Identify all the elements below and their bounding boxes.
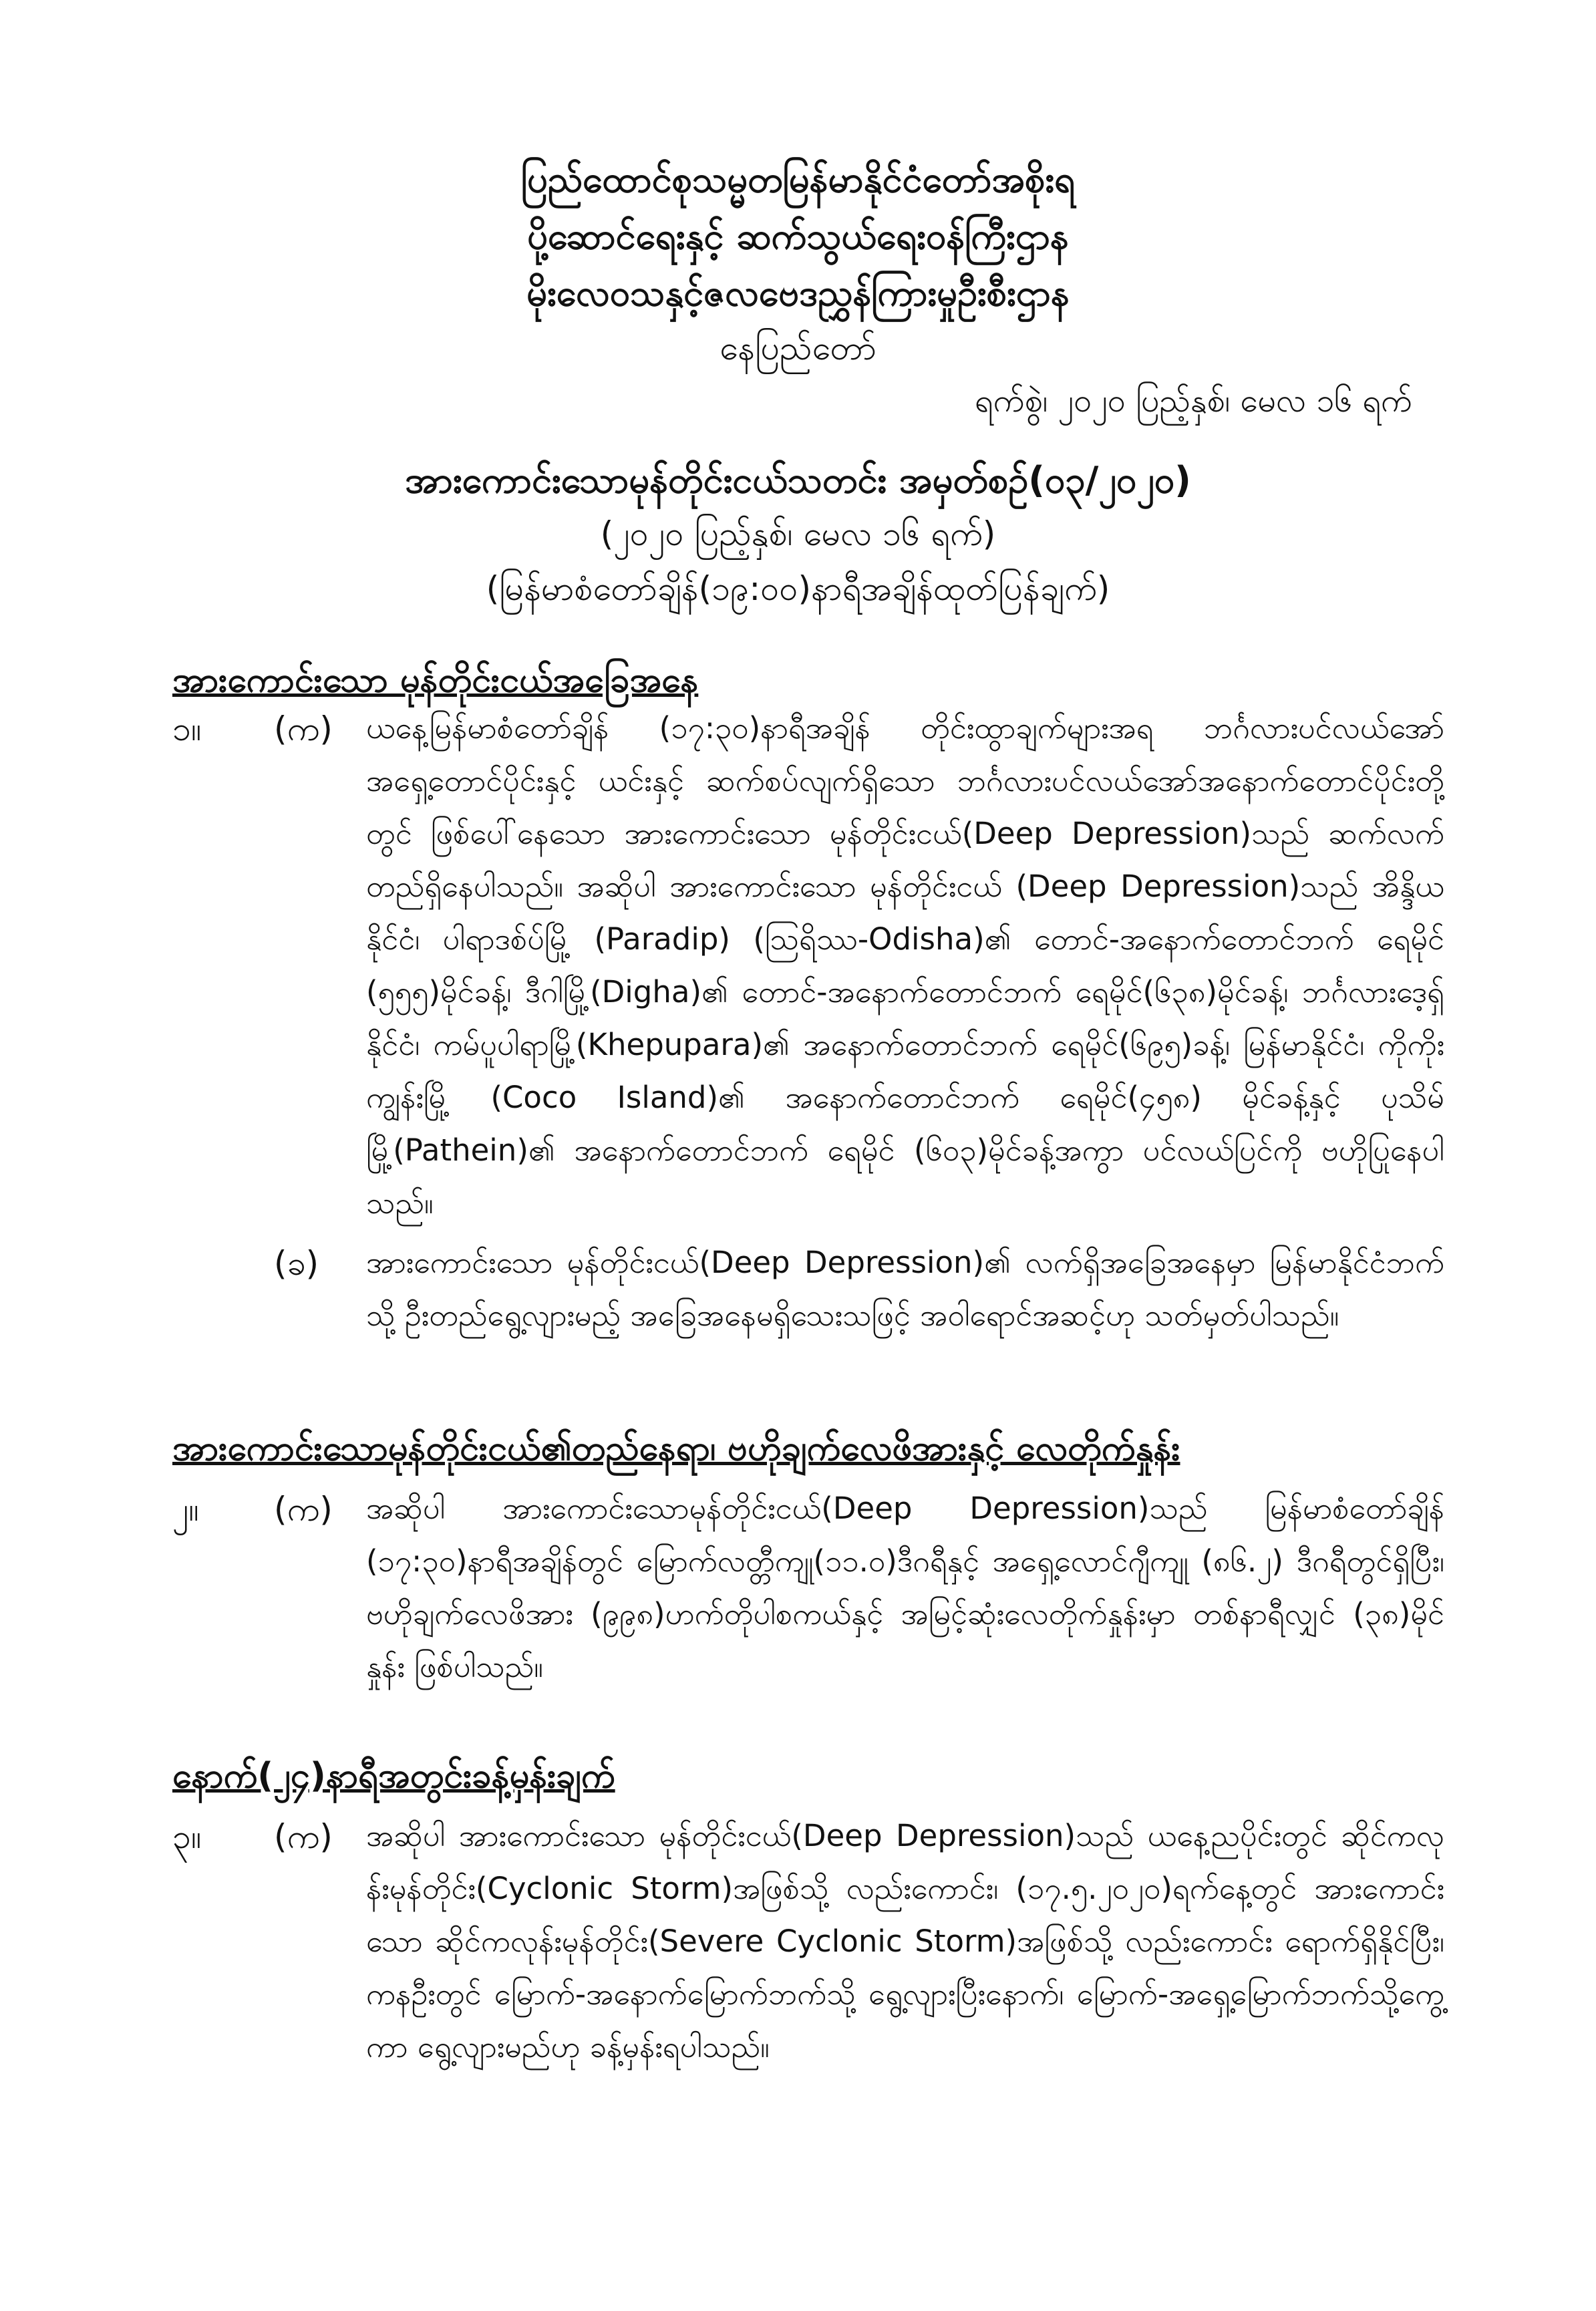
section-1-item-a-label: (က) (274, 710, 333, 748)
department-name: မိုးလေဝသနှင့်ဇလဗေဒညွှန်ကြားမှုဦးစီးဌာန (526, 272, 1070, 314)
government-name: ပြည်ထောင်စုသမ္မတမြန်မာနိုင်ငံတော်အစိုးရ (520, 158, 1076, 200)
section-3-item-a-label: (က) (274, 1817, 333, 1856)
bulletin-title: အားကောင်းသောမုန်တိုင်းငယ်သတင်း အမှတ်စဉ်(၀၃/၂၀၂၀) (405, 459, 1191, 501)
city-name: နေပြည်တော် (720, 329, 876, 367)
section-2-heading: အားကောင်းသောမုန်တိုင်းငယ်၏တည်နေရာ၊ ဗဟိုချက်လေဖိအားနှင့် လေတိုက်နှုန်း (172, 1428, 1180, 1469)
section-2-item-a-text: အဆိုပါ အားကောင်းသောမုန်တိုင်းငယ်(Deep Depression)သည် မြန်မာစံတော်ချိန် (၁၇:၃၀)နာရီအချိန်တွင် မြောက်လတ္တီကျု(၁၁.၀)ဒီဂရီနှင့် အရှေ့လောင်ဂျီကျု (၈၆.၂) ဒီဂရီတွင်ရှိပြီး၊ ဗဟိုချက်လေဖိအား (၉၉၈)ဟက်တိုပါစကယ်နှင့် အမြင့်ဆုံးလေတိုက်နှုန်းမှာ တစ်နာရီလျှင် (၃၈)မိုင်နှုန်း ဖြစ်ပါသည်။ (366, 1491, 1444, 1684)
ministry-name: ပို့ဆောင်ရေးနှင့် ဆက်သွယ်ရေးဝန်ကြီးဌာန (527, 215, 1069, 257)
section-3-number: ၃။ (172, 1817, 202, 1856)
section-1-number: ၁။ (172, 710, 202, 748)
section-1-item-b-label: (ခ) (274, 1244, 319, 1283)
section-2-item-a-label: (က) (274, 1490, 333, 1529)
section-1-heading: အားကောင်းသော မုန်တိုင်းငယ်အခြေအနေ (172, 660, 699, 700)
section-1-item-a-text: ယနေ့မြန်မာစံတော်ချိန် (၁၇:၃၀)နာရီအချိန် တိုင်းထွာချက်များအရ ဘင်္ဂလားပင်လယ်အော်အရှေ့တောင်ပိုင်းနှင့် ယင်းနှင့် ဆက်စပ်လျက်ရှိသော ဘင်္ဂလားပင်လယ်အော်အနောက်တောင်ပိုင်းတို့တွင် ဖြစ်ပေါ်နေသော အားကောင်းသော မုန်တိုင်းငယ်(Deep Depression)သည် ဆက်လက်တည်ရှိနေပါသည်။ အဆိုပါ အားကောင်းသော မုန်တိုင်းငယ် (Deep Depression)သည် အိန္ဒိယနိုင်ငံ၊ ပါရာဒစ်ပ်မြို့ (Paradip) (ဩရိဿ-Odisha)၏ တောင်-အနောက်တောင်ဘက် ရေမိုင် (၅၅၅)မိုင်ခန့်၊ ဒီဂါမြို့(Digha)၏ တောင်-အနောက်တောင်ဘက် ရေမိုင်(၆၃၈)မိုင်ခန့်၊ ဘင်္ဂလားဒေ့ရှ်နိုင်ငံ၊ ကမ်ပူပါရာမြို့(Khepupara)၏ အနောက်တောင်ဘက် ရေမိုင်(၆၉၅)ခန့်၊ မြန်မာနိုင်ငံ၊ ကိုကိုးကျွန်းမြို့ (Coco Island)၏ အနောက်တောင်ဘက် ရေမိုင်(၄၅၈) မိုင်ခန့်နှင့် ပုသိမ်မြို့(Pathein)၏ အနောက်တောင်ဘက် ရေမိုင် (၆၀၃)မိုင်ခန့်အကွာ ပင်လယ်ပြင်ကို ဗဟိုပြုနေပါ သည်။ (366, 710, 1444, 1221)
section-3-heading: နောက်(၂၄)နာရီအတွင်းခန့်မှန်းချက် (172, 1756, 615, 1796)
issue-date: ရက်စွဲ၊ ၂၀၂၀ ပြည့်နှစ်၊ မေလ ၁၆ ရက် (975, 382, 1412, 420)
bulletin-release-time: (မြန်မာစံတော်ချိန်(၁၉:၀၀)နာရီအချိန်ထုတ်ပြန်ချက်) (486, 569, 1110, 608)
section-2-number: ၂။ (172, 1490, 199, 1529)
section-1-item-b-text: အားကောင်းသော မုန်တိုင်းငယ်(Deep Depression)၏ လက်ရှိအခြေအနေမှာ မြန်မာနိုင်ငံဘက်သို့ ဦးတည်ရွေ့လျားမည့် အခြေအနေမရှိသေးသဖြင့် အဝါရောင်အဆင့်ဟု သတ်မှတ်ပါသည်။ (366, 1245, 1444, 1333)
section-3-item-a-text: အဆိုပါ အားကောင်းသော မုန်တိုင်းငယ်(Deep Depression)သည် ယနေ့ညပိုင်းတွင် ဆိုင်ကလုန်းမုန်တိုင်း(Cyclonic Storm)အဖြစ်သို့ လည်းကောင်း၊ (၁၇.၅.၂၀၂၀)ရက်နေ့တွင် အားကောင်းသော ဆိုင်ကလုန်းမုန်တိုင်း(Severe Cyclonic Storm)အဖြစ်သို့ လည်းကောင်း ရောက်ရှိနိုင်ပြီး၊ ကနဦးတွင် မြောက်-အနောက်မြောက်ဘက်သို့ ရွေ့လျားပြီးနောက်၊ မြောက်-အရှေ့မြောက်ဘက်သို့ကွေ့ကာ ရွေ့လျားမည်ဟု ခန့်မှန်းရပါသည်။ (366, 1818, 1444, 2064)
bulletin-date: (၂၀၂၀ ပြည့်နှစ်၊ မေလ ၁၆ ရက်) (600, 514, 996, 553)
